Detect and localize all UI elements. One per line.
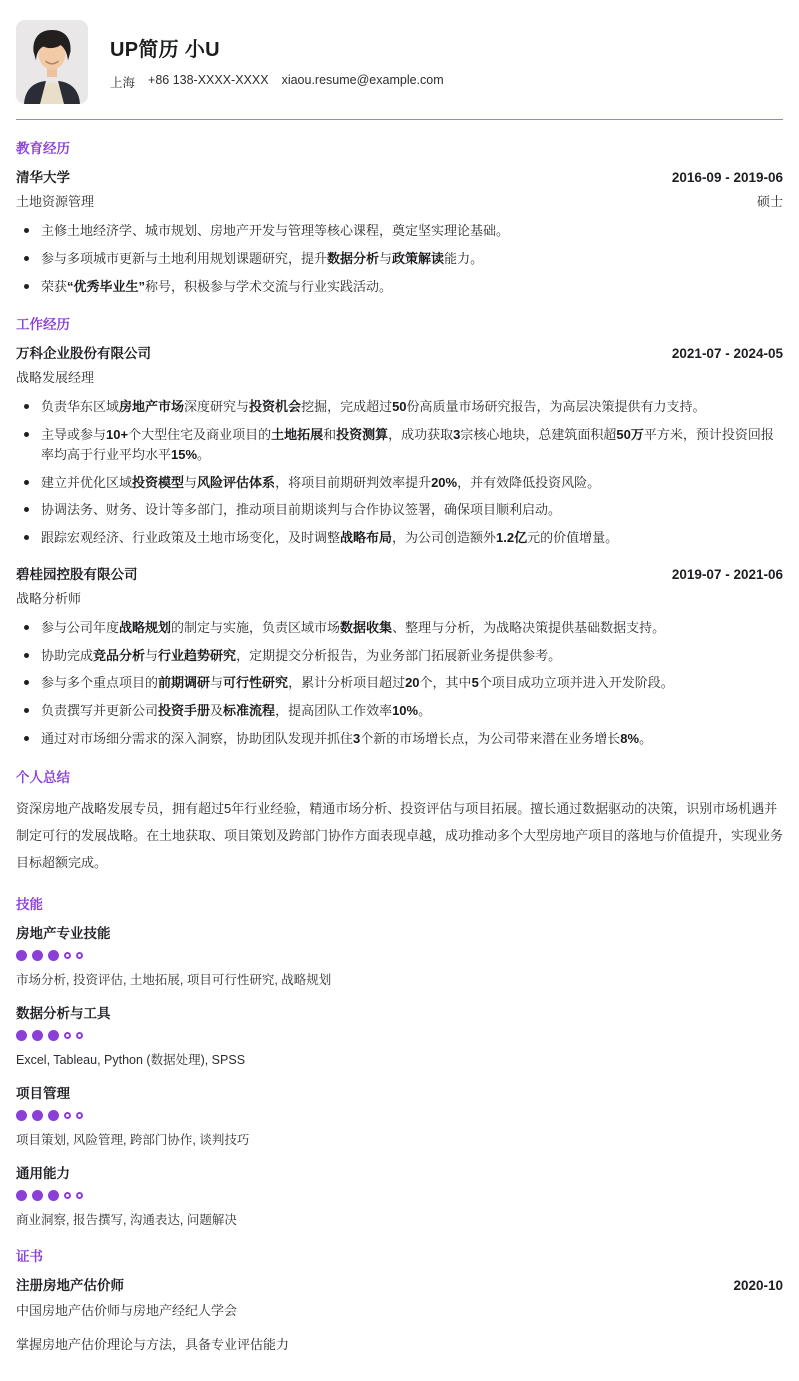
contact-location: 上海 <box>110 76 136 90</box>
skill-group <box>16 1002 783 1068</box>
education-bullet: 主修土地经济学、城市规划、房地产开发与管理等核心课程，奠定坚实理论基础。 <box>16 221 783 241</box>
skill-detail: 商业洞察, 报告撰写, 沟通表达, 问题解决 <box>16 1212 237 1227</box>
certificate-entry <box>16 1274 783 1353</box>
resume-header <box>16 20 783 104</box>
skill-dot-filled <box>48 950 59 961</box>
job-bullet: 通过对市场细分需求的深入洞察，协助团队发现并抓住3个新的市场增长点，为公司带来潜在业务增长8%。 <box>16 729 783 749</box>
job-bullet: 参与多个重点项目的前期调研与可行性研究，累计分析项目超过20个，其中5个项目成功立项并进入开发阶段。 <box>16 673 783 693</box>
skill-detail: 项目策划, 风险管理, 跨部门协作, 谈判技巧 <box>16 1132 250 1147</box>
identity-block <box>110 33 444 91</box>
skill-dot-filled <box>32 950 43 961</box>
job-bullet: 协调法务、财务、设计等多部门，推动项目前期谈判与合作协议签署，确保项目顺利启动。 <box>16 500 783 520</box>
contact-email: xiaou.resume@example.com <box>281 73 444 87</box>
section-title-work: 工作经历 <box>16 317 70 333</box>
company-name: 万科企业股份有限公司 <box>16 346 151 362</box>
skill-dot-empty <box>64 1032 71 1039</box>
education-bullet: 参与多项城市更新与土地利用规划课题研究，提升数据分析与政策解读能力。 <box>16 249 783 269</box>
skill-dot-filled <box>16 1110 27 1121</box>
job-bullet: 参与公司年度战略规划的制定与实施，负责区域市场数据收集、整理与分析，为战略决策提供基础数据支持。 <box>16 618 783 638</box>
skill-group <box>16 922 783 988</box>
skill-group-name: 数据分析与工具 <box>16 1005 111 1021</box>
job-company-row <box>16 563 783 583</box>
contact-line <box>110 73 444 91</box>
major: 土地资源管理 <box>16 194 95 209</box>
job-entry <box>16 563 783 749</box>
skill-dot-empty <box>76 952 83 959</box>
section-title-education: 教育经历 <box>16 141 70 156</box>
certificate-row <box>16 1274 783 1294</box>
job-date: 2019-07 - 2021-06 <box>671 566 783 582</box>
education-school-row <box>16 166 783 186</box>
skill-group-name: 项目管理 <box>16 1085 70 1101</box>
contact-phone: +86 138-XXXX-XXXX <box>148 73 269 87</box>
education-bullet-list <box>16 221 783 296</box>
education-major-row <box>16 191 783 210</box>
skill-group-name: 通用能力 <box>16 1165 70 1181</box>
skill-dot-filled <box>48 1190 59 1201</box>
candidate-name: UP简历 小U <box>110 39 220 61</box>
skill-dot-filled <box>16 1030 27 1041</box>
skill-dot-empty <box>76 1192 83 1199</box>
skill-level-indicator <box>16 1030 783 1042</box>
skill-detail: 市场分析, 投资评估, 土地拓展, 项目可行性研究, 战略规划 <box>16 972 332 987</box>
job-role: 战略分析师 <box>16 590 82 606</box>
skill-dot-empty <box>64 1192 71 1199</box>
skill-level-indicator <box>16 1190 783 1202</box>
degree: 硕士 <box>756 194 783 209</box>
education-bullet: 荣获“优秀毕业生”称号，积极参与学术交流与行业实践活动。 <box>16 277 783 297</box>
school-name: 清华大学 <box>16 170 70 185</box>
certificate-description: 掌握房地产估价理论与方法，具备专业评估能力 <box>16 1336 290 1352</box>
skill-detail: Excel, Tableau, Python (数据处理), SPSS <box>16 1052 246 1067</box>
skill-dot-empty <box>64 1112 71 1119</box>
skill-dot-filled <box>32 1190 43 1201</box>
skill-dot-filled <box>32 1110 43 1121</box>
skill-dot-filled <box>16 950 27 961</box>
section-skills <box>16 893 783 1228</box>
job-bullet: 协助完成竞品分析与行业趋势研究，定期提交分析报告，为业务部门拓展新业务提供参考。 <box>16 646 783 666</box>
section-certificates <box>16 1245 783 1353</box>
skill-group-name: 房地产专业技能 <box>16 925 111 941</box>
education-date: 2016-09 - 2019-06 <box>671 170 783 185</box>
skill-dot-filled <box>32 1030 43 1041</box>
skill-dot-filled <box>16 1190 27 1201</box>
skill-dot-empty <box>76 1032 83 1039</box>
section-education <box>16 137 783 296</box>
summary-text: 资深房地产战略发展专员，拥有超过5年行业经验，精通市场分析、投资评估与项目拓展。擅长通过数据驱动的决策，识别市场机遇并制定可行的发展战略。在土地获取、项目策划及跨部门协作方面表现卓越，成功推动多个大型房地产项目的落地与价值提升，实现业务目标超额完成。 <box>16 800 784 870</box>
job-company-row <box>16 342 783 362</box>
skill-group <box>16 1082 783 1148</box>
job-bullet: 负责撰写并更新公司投资手册及标准流程，提高团队工作效率10%。 <box>16 701 783 721</box>
skill-dot-filled <box>48 1030 59 1041</box>
certificate-name: 注册房地产估价师 <box>16 1277 124 1293</box>
job-bullet: 建立并优化区域投资模型与风险评估体系，将项目前期研判效率提升20%，并有效降低投资风险。 <box>16 473 783 493</box>
job-role: 战略发展经理 <box>16 370 95 386</box>
skill-level-indicator <box>16 1110 783 1122</box>
certificate-date: 2020-10 <box>733 1277 783 1293</box>
section-title-summary: 个人总结 <box>16 769 70 785</box>
section-work <box>16 313 783 748</box>
section-title-certificates: 证书 <box>16 1248 43 1264</box>
job-entry <box>16 342 783 548</box>
section-summary <box>16 766 783 876</box>
header-divider <box>16 119 783 120</box>
skill-level-indicator <box>16 950 783 962</box>
job-date: 2021-07 - 2024-05 <box>671 346 783 362</box>
skill-dot-empty <box>76 1112 83 1119</box>
company-name: 碧桂园控股有限公司 <box>16 566 138 582</box>
skill-group <box>16 1162 783 1228</box>
job-bullet-list <box>16 618 783 749</box>
skill-dot-filled <box>48 1110 59 1121</box>
profile-photo <box>16 20 88 104</box>
job-bullet: 负责华东区域房地产市场深度研究与投资机会挖掘，完成超过50份高质量市场研究报告，为高层决策提供有力支持。 <box>16 397 783 417</box>
section-title-skills: 技能 <box>16 896 43 912</box>
skill-dot-empty <box>64 952 71 959</box>
certificate-issuer: 中国房地产估价师与房地产经纪人学会 <box>16 1302 238 1318</box>
job-bullet-list <box>16 397 783 548</box>
profile-photo-illustration <box>16 20 88 104</box>
job-bullet: 跟踪宏观经济、行业政策及土地市场变化，及时调整战略布局，为公司创造额外1.2亿元的价值增量。 <box>16 528 783 548</box>
job-bullet: 主导或参与10+个大型住宅及商业项目的土地拓展和投资测算，成功获取3宗核心地块，总建筑面积超50万平方米，预计投资回报率均高于行业平均水平15%。 <box>16 425 783 465</box>
